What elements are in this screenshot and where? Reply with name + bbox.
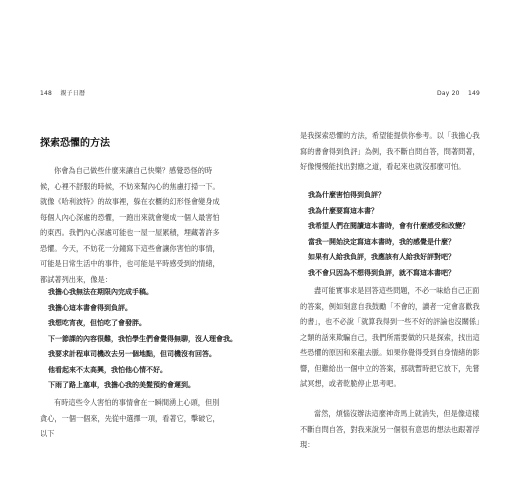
left-running-head: 148 親子日曆 <box>40 90 86 97</box>
right-paragraph-1 <box>300 128 480 175</box>
right-running-head: Day 20 149 <box>437 90 480 97</box>
right-paragraph-2 <box>300 283 480 392</box>
right-paragraph-1-text: 是我探索恐懼的方法，希望能提供你參考。以「我擔心我寫的書會得到負評」為例，我不斷自問自答，問著問著，好像慢慢能找出對應之道，看起來也就沒那麼可怕。 <box>300 131 480 171</box>
self-question: 我不會只因為不想得到負評，就不寫這本書吧？ <box>308 268 455 277</box>
fear-example: 他看起來不太高興，我怕他心情不好。 <box>48 365 167 374</box>
self-question: 我為什麼要寫這本書？ <box>308 206 378 215</box>
self-question: 如果有人給我負評，我應該有人給我好評對吧？ <box>308 253 455 261</box>
section-heading: 探索恐懼的方法 <box>40 138 110 149</box>
right-paragraph-3-text: 當然，煩惱沒辦法這麼神奇馬上就消失，但是像這樣不斷自問自答，對我來說另一個很有意思的想法也跟著浮現： <box>300 409 480 449</box>
left-paragraph-2-text: 有時這些令人害怕的事情會在一瞬間湧上心頭，但別貪心，一個一個來，先從中選擇一項，看著它，擊破它，以下 <box>40 398 220 438</box>
left-paragraph-1-text: 你會為自己做些什麼來讓自己快樂？感覺恐怪的時候，心裡不舒服的時候，不妨來幫內心的焦慮打掃一下。就像《哈利波特》的故事裡，躲在衣櫃的幻形怪會變身成每個人內心深處的恐懼，一跑出來就會變成一個人最害怕的東西。我們內心深處可能也一屋一屋累積，埋藏著許多恐懼。今天，不妨花一分鐘寫下這些會讓你害怕的事情，可能是日常生活中的事件，也可能是平時感受到的情緒，都試著列出來，像是： <box>40 166 220 284</box>
right-paragraph-2-text: 盡可能實事求是回答這些問題，不必一味給自己正面的答案，例如刻意自我鼓勵「不會的，讀者一定會喜歡我的書」，也不必說「就算我得到一些不好的評論也沒關係」之類的話來欺騙自己，我們所需要做的只是探索，找出這些恐懼的原因和來龍去脈。如果你覺得受到自身情緒的影響，但難給出一個中立的答案，那就暫時把它放下，先嘗試冥想，或者乾脆停止思考吧。 <box>300 286 480 388</box>
fear-examples-list <box>48 285 237 394</box>
fear-example: 我擔心我無法在期限內完成手稿。 <box>48 288 153 296</box>
fear-example: 我擔心這本書會得到負評。 <box>48 303 132 312</box>
right-page <box>260 0 520 500</box>
right-paragraph-3 <box>300 406 480 453</box>
self-question: 我希望人們在閱讀這本書時，會有什麼感受和改變？ <box>308 222 469 230</box>
self-question: 我為什麼害怕得到負評？ <box>308 191 385 199</box>
fear-example: 下一節課的內容很難，我怕學生們會覺得無聊，沒人理會我。 <box>48 334 237 343</box>
self-question: 當我一開始決定寫這本書時，我的感覺是什麼？ <box>308 237 455 246</box>
left-paragraph-1 <box>40 163 220 287</box>
self-questions-list <box>308 188 483 281</box>
left-paragraph-2 <box>40 395 220 442</box>
fear-example: 我想吃宵夜，但怕吃了會發胖。 <box>48 319 146 327</box>
fear-example: 我要求計程車司機改去另一個地點，但司機沒有回答。 <box>48 350 216 358</box>
fear-example: 下雨了路上塞車，我擔心我的美髮預約會遲到。 <box>48 381 195 389</box>
